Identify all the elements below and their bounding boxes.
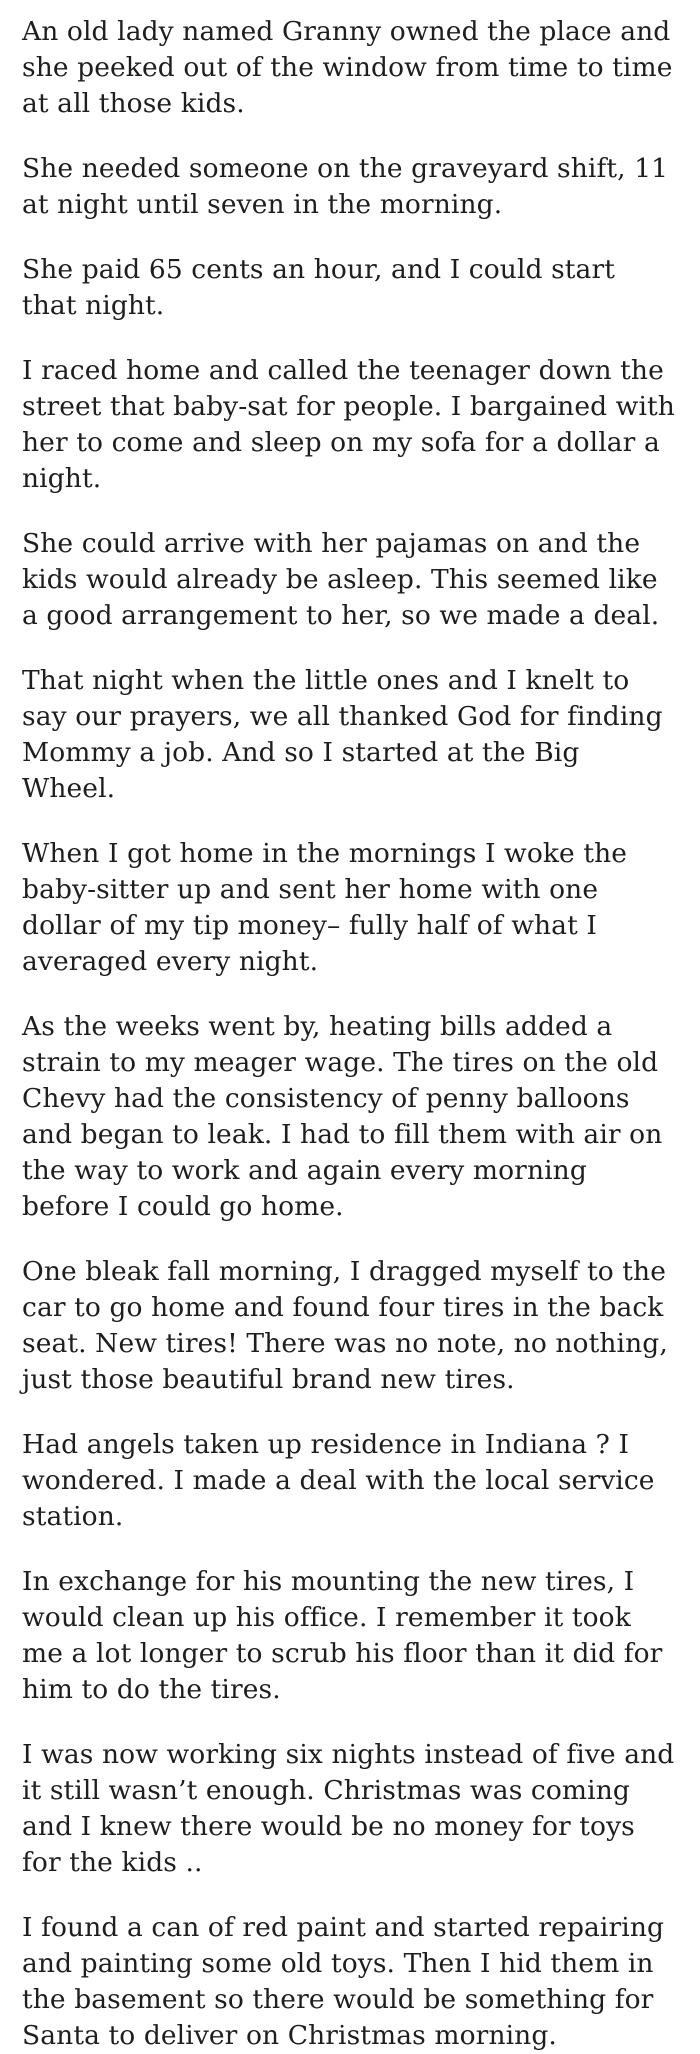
paragraph: That night when the little ones and I knelt to say our prayers, we all thanked God for finding Mommy a job. And so I started at the Big Wheel. [22,665,663,804]
paragraph: She needed someone on the graveyard shift, 11 at night until seven in the morning. [22,153,669,220]
paragraph: I was now working six nights instead of five and it still wasn’t enough. Christmas was coming and I knew there would be no money for toys for the kids .. [22,1739,675,1878]
paragraph: She paid 65 cents an hour, and I could start that night. [22,254,615,321]
paragraph: As the weeks went by, heating bills added a strain to my meager wage. The tires on the old Chevy had the consistency of penny balloons and began to leak. I had to fill them with air on the way to work and again every morning before I could go home. [22,1011,663,1222]
paragraph: An old lady named Granny owned the place and she peeked out of the window from time to time at all those kids. [22,16,673,119]
paragraph: I found a can of red paint and started repairing and painting some old toys. Then I hid them in the basement so there would be something for Santa to deliver on Christmas morning. [22,1912,665,2051]
paragraph: She could arrive with her pajamas on and the kids would already be asleep. This seemed like a good arrangement to her, so we made a deal. [22,528,660,631]
paragraph: When I got home in the mornings I woke the baby-sitter up and sent her home with one dollar of my tip money– fully half of what I averaged every night. [22,838,628,977]
paragraph: Had angels taken up residence in Indiana ? I wondered. I made a deal with the local service station. [22,1429,655,1532]
paragraph: One bleak fall morning, I dragged myself to the car to go home and found four tires in the back seat. New tires! There was no note, no nothing, just those beautiful brand new tires. [22,1256,668,1395]
paragraph: I raced home and called the teenager down the street that baby-sat for people. I bargained with her to come and sleep on my sofa for a dollar a night. [22,355,675,494]
paragraph: In exchange for his mounting the new tires, I would clean up his office. I remember it took me a lot longer to scrub his floor than it did for him to do the tires. [22,1566,663,1705]
